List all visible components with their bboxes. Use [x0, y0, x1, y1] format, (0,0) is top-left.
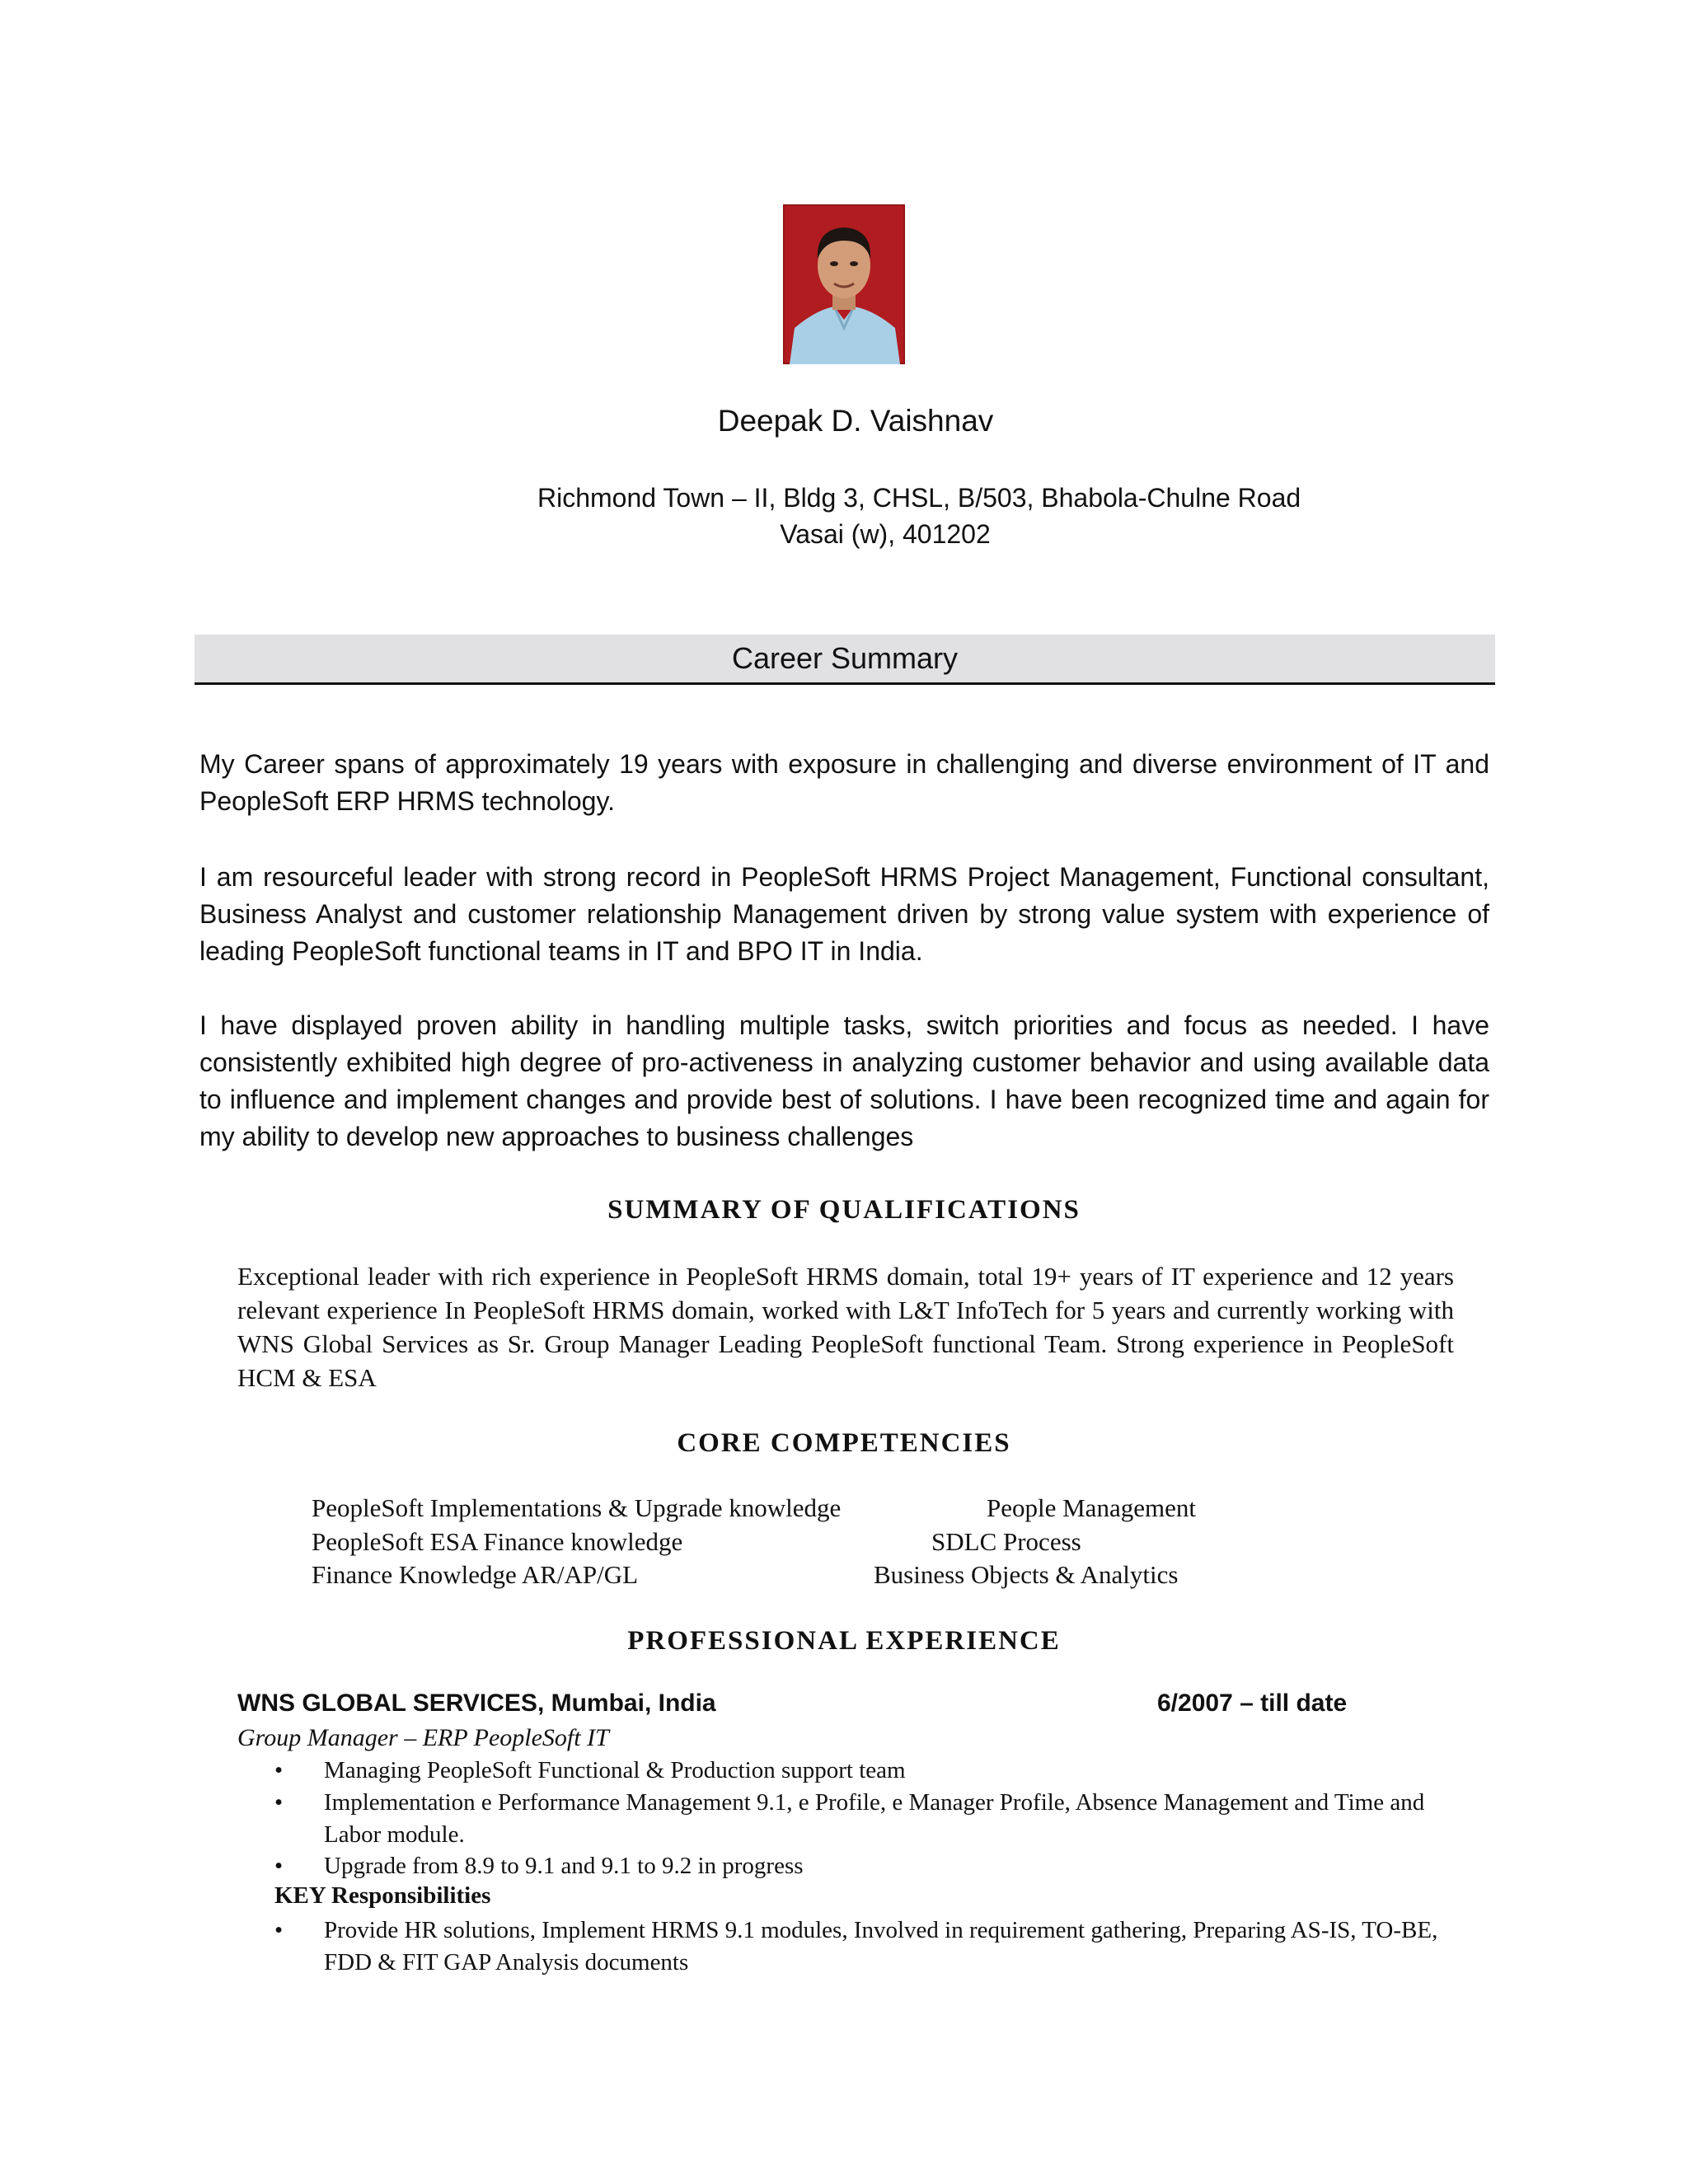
bullet-icon: •	[274, 1757, 284, 1783]
competency-item: PeopleSoft ESA Finance knowledge	[312, 1527, 683, 1556]
summary-paragraph: I am resourceful leader with strong record in PeopleSoft HRMS Project Management, Functional consultant, Business Analyst and customer relationship Management driven by strong value system with experience of leading PeopleSoft functional teams in IT and BPO IT in India.	[199, 862, 1489, 966]
bullet-icon: •	[274, 1853, 284, 1879]
list-item-text: Implementation e Performance Management 9.1, e Profile, e Manager Profile, Absence Management and Time and Labor module.	[324, 1789, 1425, 1848]
competency-item: Finance Knowledge AR/AP/GL	[312, 1560, 639, 1589]
candidate-name: Deepak D. Vaishnav	[717, 404, 994, 438]
address-line-2: Vasai (w), 401202	[780, 519, 991, 549]
summary-paragraph: I have displayed proven ability in handling multiple tasks, switch priorities and focus as needed. I have consistently exhibited high degree of pro-activeness in analyzing customer behavior and using available data to influence and implement changes and provide best of solutions. I have been recognized time and again for my ability to develop new approaches to business challenges	[199, 1010, 1489, 1151]
qualifications-heading: SUMMARY OF QUALIFICATIONS	[607, 1195, 1081, 1225]
list-item-text: Upgrade from 8.9 to 9.1 and 9.1 to 9.2 in progress	[324, 1853, 804, 1879]
professional-experience-heading: PROFESSIONAL EXPERIENCE	[627, 1626, 1061, 1656]
job-role: Group Manager – ERP PeopleSoft IT	[237, 1724, 609, 1751]
career-summary-title: Career Summary	[731, 641, 959, 675]
competency-item: PeopleSoft Implementations & Upgrade knowledge	[312, 1493, 842, 1522]
address-line-1: Richmond Town – II, Bldg 3, CHSL, B/503, Bhabola-Chulne Road	[537, 483, 1301, 513]
summary-paragraph: My Career spans of approximately 19 years with exposure in challenging and diverse environment of IT and PeopleSoft ERP HRMS technology.	[199, 749, 1489, 816]
job-dates: 6/2007 – till date	[1157, 1690, 1348, 1717]
bullet-icon: •	[274, 1917, 284, 1943]
core-competencies-heading: CORE COMPETENCIES	[677, 1428, 1011, 1458]
competency-item: Business Objects & Analytics	[874, 1560, 1179, 1589]
list-item-text: Managing PeopleSoft Functional & Production support team	[324, 1757, 906, 1783]
qualifications-text: Exceptional leader with rich experience in PeopleSoft HRMS domain, total 19+ years of IT experience and 12 years relevant experience In PeopleSoft HRMS domain, worked with L&T InfoTech for 5 years and currently working with WNS Global Services as Sr. Group Manager Leading PeopleSoft functional Team. Strong experience in PeopleSoft HCM & ESA	[237, 1262, 1454, 1392]
person-photo-icon	[783, 204, 905, 364]
career-summary-header	[195, 635, 1495, 685]
profile-photo	[783, 204, 905, 364]
bullet-icon: •	[274, 1789, 284, 1816]
competency-item: SDLC Process	[931, 1527, 1081, 1556]
job-company: WNS GLOBAL SERVICES, Mumbai, India	[237, 1690, 716, 1717]
key-responsibilities-label: KEY Responsibilities	[274, 1882, 491, 1909]
competency-item: People Management	[987, 1493, 1196, 1522]
list-item-text: Provide HR solutions, Implement HRMS 9.1 modules, Involved in requirement gathering, Preparing AS-IS, TO-BE, FDD & FIT GAP Analysis documents	[324, 1917, 1438, 1975]
